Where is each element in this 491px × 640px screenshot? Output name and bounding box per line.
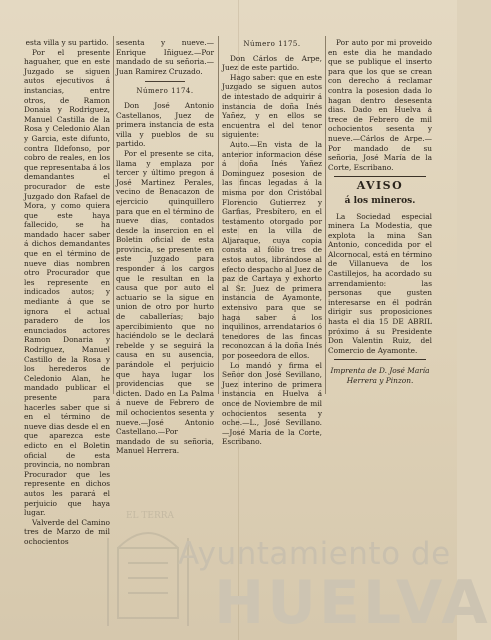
column-rule [325, 36, 326, 394]
separator-rule [145, 81, 185, 82]
notice-paragraph: Auto.—En vista de la anterior informacion dése á doña Inés Yañez Dominguez posesion de las fincas legadas á la misma por don Cristóbal Florencio Gutierrez y Garfias, Presbítero, en el testamento otorgado por este en la villa de Aljaraque, cuya copia consta al fólio tres de estos autos, librándose al efecto despacho al Juez de paz de Cartaya y exhorto al Sr. Juez de primera instancia de Ayamonte, extensivo para que se haga saber á los inquilinos, arrendatarios ó tenedores de las fincas reconozcan á la doña Inés por poseedora de ellos. [222, 139, 322, 360]
text-line: esta villa y su partido. [25, 38, 109, 47]
notice-heading: Don Cárlos de Arpe, Juez de este partido. [222, 53, 322, 73]
column-2 [116, 38, 214, 456]
notice-heading: Don José Antonio Castellanos, Juez de primera instancia de esta villa y pueblos de su partido. [116, 100, 214, 149]
printer-imprint: Imprenta de D. José María Herrera y Pinzon. [330, 366, 430, 385]
seal-text: EL TERRA [125, 511, 175, 521]
notice-number: Número 1175. [243, 40, 301, 48]
separator-rule [334, 176, 426, 177]
aviso-subtitle: á los mineros. [344, 195, 416, 206]
edict-paragraph: Valverde del Camino tres de Marzo de mil ochocientos [24, 517, 110, 546]
notice-paragraph: Hago saber: que en este Juzgado se siguen autos de intestado de adquirir á instancia de doña Inés Yañez, y en ellos se encuentra el del tenor siguiente: [222, 72, 322, 140]
column-rule [113, 36, 114, 394]
notice-paragraph: Lo mandó y firma el Señor don José Sevillano, Juez interino de primera instancia en Huelva á once de Noviembre de mil ochocientos sesenta y oche.—L., José Sevillano.—José Maria de la Corte, Escribano. [222, 360, 322, 447]
edict-signature: sesenta y nueve.—Enrique Iñiguez.—Por mandado de su señoria.—Juan Ramirez Cruzado. [116, 38, 214, 76]
notice-paragraph: Por el presente se cita, llama y emplaza por tercer y último pregon á José Martinez Perales, vecino de Benacazon de ejercicio quinquillero para que en el término de nueve dias, contados desde la insercion en el Boletin oficial de esta provincia, se presente en este Juzgado para responder á los cargos que le resultan en la causa que por auto el actuario se la sigue en union de otro por hurto de caballerías; bajo apercibimiento que no haciéndolo se le declará rebelde y se seguirá la causa en su ausencia, parándole el perjuicio que haya lugar los providencias que se dicten. Dado en La Palma á nueve de Febrero de mil ochocientos sesenta y nueve.—José Antonio Castellano.—Por mandado de su señoria, Manuel Herrera. [116, 148, 214, 456]
notice-number: Número 1174. [136, 87, 194, 96]
column-rule [218, 36, 219, 394]
aviso-title: AVISO [356, 179, 404, 193]
column-4 [328, 38, 432, 386]
edict-paragraph: Por el presente haguaher, que en este Juzgado se siguen autos ejecutivos á instancias, entre otros, de Ramon Donaia y Rodriguez, Manuel Castilla de la Rosa y Celedonio Alan y Garcia, este difunto, contra Ildefonso, por cobro de reales, en los que representaba á los demandantes el procurador de este Juzgado don Rafael de Mora, y como quiera que este haya fallecido, se ha mandado hacer saber á dichos demandantes que en el término de nueve dias nombren otro Procurador que les represente en indicados autos; y mediante á que se ignora el actual paradero de los enunciados actores Ramon Donaria y Rodriguez, Manuel Castillo de la Rosa y los herederos de Celedonio Alan, he mandado publicar el presente para hacerles saber que si en el término de nueve dias desde el en que aparezca este edicto en el Boletin oficial de esta provincia, no nombran Procurador que les represente en dichos autos les parará el perjuicio que haya lugar. [24, 47, 110, 518]
separator-rule [334, 359, 426, 360]
watermark-line1: Ayuntamiento de [178, 536, 451, 572]
watermark-line2: HUELVA [214, 568, 491, 638]
notice-paragraph: Por auto por mi proveido en este dia he mandado que se publique el inserto para que los que se crean con derecho á reclamar contra la posesion dada lo hagan dentro desesenta dias. Dado en Huelva á trece de Febrero de mil ochocientos sesenta y nueve.—Cárlos de Arpe.—Por mandado de su señoria, José María de la Corte, Escribano. [328, 38, 432, 172]
column-3 [222, 38, 322, 447]
aviso-paragraph: La Sociedad especial minera La Modestia, que explota la mina San Antonio, concedida por el Alcornocal, está en término de Villanueva de los Castillejos, ha acordado su arrendamiento: las personas que gusten interesarse en él podrán dirigir sus proposiciones hasta el dia 15 DE ABRIL próximo á su Presidente Don Valentin Ruiz, del Comercio de Ayamonte. [328, 211, 432, 355]
